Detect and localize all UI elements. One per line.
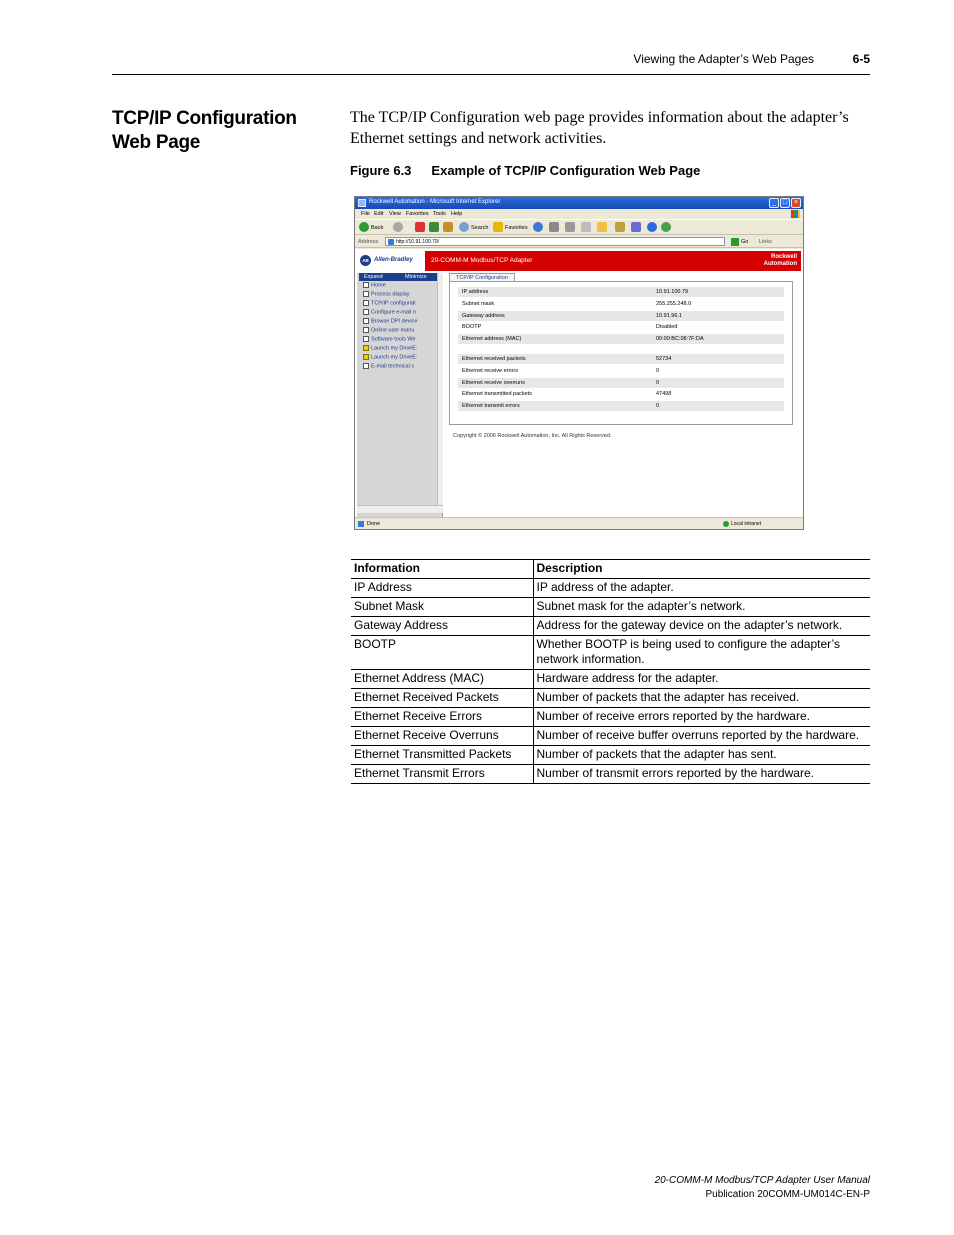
table-header-row	[351, 560, 870, 579]
table-row	[351, 579, 870, 598]
table-row	[351, 708, 870, 727]
page-icon	[363, 291, 369, 297]
folder-icon[interactable]	[597, 222, 607, 232]
ab-logo-text: Allen-Bradley	[374, 257, 413, 263]
page-icon	[363, 336, 369, 342]
go-arrow-icon[interactable]	[731, 238, 739, 246]
go-button[interactable]: Go	[741, 239, 749, 245]
folder-icon	[363, 318, 369, 324]
close-window-icon[interactable]: ×	[791, 198, 801, 208]
back-label[interactable]: Back	[371, 225, 384, 231]
page-footer	[655, 1174, 870, 1202]
nav-item-tcpip-configuration[interactable]	[363, 300, 441, 309]
table-cell-description: IP address of the adapter.	[533, 579, 870, 598]
information-table	[351, 559, 870, 784]
nav-item-label: Browse DPI device	[371, 318, 418, 325]
windows-flag-icon	[791, 210, 800, 218]
web-copyright: Copyright © 2006 Rockwell Automation, Inc. All Rights Reserved.	[453, 433, 612, 439]
nav-item-online-manual[interactable]	[363, 327, 441, 336]
table-row	[351, 727, 870, 746]
address-input[interactable]: http://10.91.100.79/	[385, 237, 725, 246]
table-row	[351, 598, 870, 617]
nav-horizontal-scrollbar[interactable]	[357, 505, 443, 513]
intranet-icon	[723, 521, 729, 527]
address-bar	[355, 236, 803, 248]
status-text: Done	[367, 521, 381, 527]
figure-number: Figure 6.3	[350, 163, 412, 178]
maximize-window-icon[interactable]: □	[780, 198, 790, 208]
links-button[interactable]: Links	[759, 239, 772, 245]
row-value: 255.255.248.0	[656, 301, 692, 307]
back-icon[interactable]	[359, 222, 369, 232]
row-gateway-address	[458, 311, 784, 321]
home-icon[interactable]	[443, 222, 453, 232]
refresh-icon[interactable]	[429, 222, 439, 232]
nav-item-software-tools[interactable]	[363, 336, 441, 345]
people-icon[interactable]	[661, 222, 671, 232]
ab-logo-icon: AB	[360, 255, 371, 266]
footer-publication: Publication 20COMM-UM014C-EN-P	[705, 1189, 870, 1200]
figure-title: Example of TCP/IP Configuration Web Page	[431, 163, 701, 178]
research-icon[interactable]	[615, 222, 625, 232]
mail-icon[interactable]	[549, 222, 559, 232]
row-value: 10.91.100.79	[656, 289, 689, 295]
history-icon[interactable]	[533, 222, 543, 232]
row-label: Ethernet receive overruns	[462, 380, 525, 386]
page-icon	[363, 300, 369, 306]
table-cell-description: Whether BOOTP is being used to configure the adapter’s network information.	[533, 636, 870, 670]
menu-help[interactable]: Help	[451, 211, 463, 217]
table-row	[351, 765, 870, 784]
security-zone: Local intranet	[731, 521, 762, 527]
status-bar	[355, 517, 803, 529]
print-icon[interactable]	[565, 222, 575, 232]
table-row	[351, 636, 870, 670]
footer-manual-title: 20-COMM-M Modbus/TCP Adapter User Manual	[654, 1175, 870, 1186]
nav-item-label: Configure e-mail n	[371, 309, 416, 316]
menu-edit[interactable]: Edit	[374, 211, 384, 217]
favorites-label[interactable]: Favorites	[505, 225, 528, 231]
stop-icon[interactable]	[415, 222, 425, 232]
nav-item-launch-driveexecutive[interactable]	[363, 354, 441, 363]
nav-item-label: TCP/IP configurati	[371, 300, 416, 307]
section-heading: TCP/IP Configuration Web Page	[112, 108, 297, 153]
row-received-packets	[458, 354, 784, 364]
row-label: Gateway address	[462, 313, 505, 319]
table-cell-description: Number of transmit errors reported by the hardware.	[533, 765, 870, 784]
window-title: Rockwell Automation - Microsoft Internet Explorer	[369, 199, 501, 205]
table-cell-description: Address for the gateway device on the adapter’s network.	[533, 617, 870, 636]
row-value: 0	[656, 403, 660, 409]
row-label: IP address	[462, 289, 489, 295]
favorites-star-icon[interactable]	[493, 222, 503, 232]
row-subnet-mask	[458, 299, 784, 309]
running-header-title: Viewing the Adapter’s Web Pages	[633, 52, 814, 66]
figure-caption	[350, 163, 700, 178]
drive-icon	[363, 345, 369, 351]
table-cell-information: Ethernet Receive Errors	[351, 708, 533, 727]
row-value: 0	[656, 368, 660, 374]
nav-item-home[interactable]	[363, 282, 441, 291]
content-frame	[445, 273, 801, 517]
table-cell-information: Ethernet Receive Overruns	[351, 727, 533, 746]
table-cell-information: Ethernet Transmit Errors	[351, 765, 533, 784]
row-receive-errors	[458, 366, 784, 376]
table-row	[351, 746, 870, 765]
menu-file[interactable]: File	[361, 211, 370, 217]
search-label[interactable]: Search	[471, 225, 489, 231]
tab-tcpip-configuration[interactable]: TCP/IP Configuration	[449, 273, 515, 282]
toolbar	[355, 219, 803, 235]
menubar	[355, 209, 803, 219]
minimize-window-icon[interactable]: _	[769, 198, 779, 208]
nav-item-label: Home	[371, 282, 386, 289]
window-titlebar	[355, 197, 803, 209]
row-transmit-errors	[458, 401, 784, 411]
page-icon	[363, 282, 369, 288]
table-cell-description: Subnet mask for the adapter’s network.	[533, 598, 870, 617]
nav-item-browse-dpi[interactable]	[363, 318, 441, 327]
tcpip-panel	[449, 281, 793, 425]
address-label: Address	[358, 239, 379, 245]
expand-link[interactable]: Expand	[364, 274, 383, 280]
nav-item-label: Launch my DriveE:	[371, 345, 418, 352]
messenger-icon[interactable]	[631, 222, 641, 232]
table-row	[351, 670, 870, 689]
page-done-icon	[358, 521, 364, 527]
page-icon	[363, 309, 369, 315]
row-mac-address	[458, 334, 784, 344]
nav-item-label: Online user manu	[371, 327, 415, 334]
row-label: Ethernet address (MAC)	[462, 336, 522, 342]
table-cell-description: Number of packets that the adapter has sent.	[533, 746, 870, 765]
nav-item-label: E-mail technical s	[371, 363, 415, 370]
edit-icon[interactable]	[581, 222, 591, 232]
table-cell-description: Number of receive buffer overruns reported by the hardware.	[533, 727, 870, 746]
running-header	[0, 52, 954, 72]
row-bootp	[458, 322, 784, 332]
row-label: Ethernet receive errors	[462, 368, 518, 374]
menu-view[interactable]: View	[389, 211, 401, 217]
nav-item-process-display[interactable]	[363, 291, 441, 300]
bluetooth-icon[interactable]	[647, 222, 657, 232]
nav-item-email-support[interactable]	[363, 363, 441, 372]
table-cell-information: Ethernet Transmitted Packets	[351, 746, 533, 765]
row-ip-address	[458, 287, 784, 297]
nav-header	[359, 273, 439, 281]
page-number: 6-5	[852, 52, 870, 66]
rockwell-logo	[764, 254, 797, 267]
search-icon[interactable]	[459, 222, 469, 232]
browser-screenshot	[354, 196, 804, 530]
table-cell-information: Gateway Address	[351, 617, 533, 636]
table-cell-information: Subnet Mask	[351, 598, 533, 617]
row-label: Ethernet received packets	[462, 356, 526, 362]
product-banner	[425, 251, 801, 271]
table-cell-description: Number of receive errors reported by the hardware.	[533, 708, 870, 727]
row-value: 10.91.96.1	[656, 313, 682, 319]
table-cell-information: IP Address	[351, 579, 533, 598]
ie-icon	[358, 199, 366, 207]
table-cell-description: Number of packets that the adapter has received.	[533, 689, 870, 708]
nav-frame	[357, 273, 443, 517]
nav-item-configure-email[interactable]	[363, 309, 441, 318]
nav-item-label: Process display	[371, 291, 410, 298]
row-label: Ethernet transmit errors	[462, 403, 520, 409]
row-value: 52734	[656, 356, 672, 362]
rockwell-logo-line2: Automation	[763, 260, 797, 267]
row-value: 00:00:BC:08:7F:DA	[656, 336, 704, 342]
row-label: Subnet mask	[462, 301, 495, 307]
table-row	[351, 617, 870, 636]
nav-item-label: Launch my DriveE:	[371, 354, 418, 361]
menu-favorites[interactable]: Favorites	[406, 211, 429, 217]
page-icon	[363, 327, 369, 333]
menu-tools[interactable]: Tools	[433, 211, 446, 217]
table-cell-information: BOOTP	[351, 636, 533, 670]
table-row	[351, 689, 870, 708]
nav-item-label: Software tools We	[371, 336, 416, 343]
row-label: Ethernet transmitted packets	[462, 391, 533, 397]
table-cell-information: Ethernet Address (MAC)	[351, 670, 533, 689]
drive-icon	[363, 354, 369, 360]
row-value: Disabled	[656, 324, 678, 330]
page-viewport	[355, 249, 803, 517]
table-cell-information: Ethernet Received Packets	[351, 689, 533, 708]
envelope-icon	[363, 363, 369, 369]
nav-item-launch-driveexplorer[interactable]	[363, 345, 441, 354]
forward-icon[interactable]	[393, 222, 403, 232]
row-value: 47498	[656, 391, 672, 397]
row-value: 0	[656, 380, 660, 386]
row-receive-overruns	[458, 378, 784, 388]
nav-vertical-scrollbar[interactable]	[437, 273, 443, 505]
allen-bradley-logo	[357, 251, 425, 271]
rockwell-logo-line1: Rockwell	[770, 254, 797, 260]
table-cell-description: Hardware address for the adapter.	[533, 670, 870, 689]
row-transmitted-packets	[458, 389, 784, 399]
intro-paragraph: The TCP/IP Configuration web page provides information about the adapter’s Ethernet settings and network activities.	[350, 109, 849, 147]
product-title: 20-COMM-M Modbus/TCP Adapter	[431, 257, 533, 264]
column-header-description: Description	[533, 560, 870, 579]
minimize-link[interactable]: Minimize	[405, 274, 427, 280]
header-rule	[112, 74, 870, 75]
row-label: BOOTP	[462, 324, 482, 330]
column-header-information: Information	[351, 560, 533, 579]
web-banner	[357, 251, 801, 271]
